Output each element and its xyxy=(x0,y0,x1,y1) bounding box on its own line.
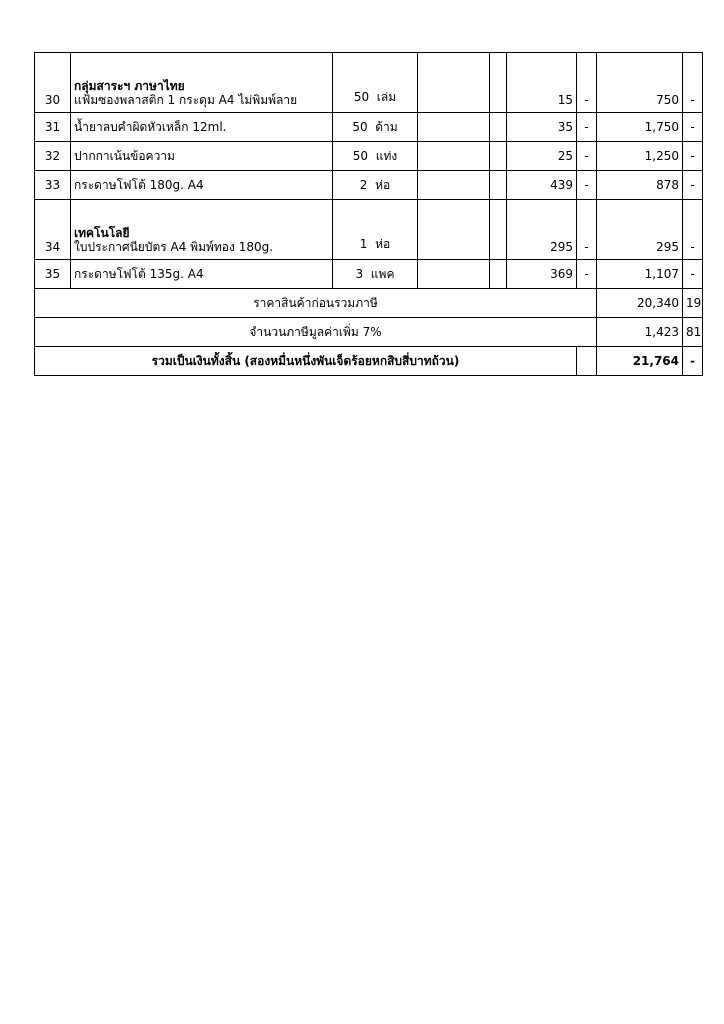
item-total: 295 xyxy=(597,200,683,260)
item-unit-price: 25 xyxy=(507,142,577,171)
item-name: ใบประกาศนียบัตร A4 พิมพ์ทอง 180g. xyxy=(74,240,274,254)
item-unit: ด้าม xyxy=(375,119,398,134)
blank-cell xyxy=(577,347,597,376)
blank-cell xyxy=(418,142,490,171)
group-heading: กลุ่มสาระฯ ภาษาไทย xyxy=(74,79,185,93)
item-total-satang: - xyxy=(683,171,703,200)
item-qty-unit xyxy=(333,200,418,260)
blank-cell xyxy=(418,260,490,289)
item-name: น้ำยาลบคำผิดหัวเหล็ก 12ml. xyxy=(71,113,333,142)
item-name: ปากกาเน้นข้อความ xyxy=(71,142,333,171)
vat-label: จำนวนภาษีมูลค่าเพิ่ม 7% xyxy=(35,318,597,347)
item-unit: เล่ม xyxy=(376,90,397,104)
item-no: 31 xyxy=(35,113,71,142)
item-unit-price-satang: - xyxy=(577,142,597,171)
item-qty: 50 xyxy=(352,148,369,163)
blank-cell xyxy=(490,260,507,289)
grand-total-baht: 21,764 xyxy=(597,347,683,376)
item-unit: ห่อ xyxy=(375,237,391,251)
item-name-cell xyxy=(71,200,333,260)
item-total: 750 xyxy=(597,53,683,113)
blank-cell xyxy=(490,200,507,260)
table-row xyxy=(35,53,703,113)
subtotal-satang: 19 xyxy=(683,289,703,318)
item-unit-price-satang: - xyxy=(577,171,597,200)
table-row xyxy=(35,113,703,142)
item-unit-price-satang: - xyxy=(577,200,597,260)
items-table xyxy=(34,52,703,376)
item-total: 878 xyxy=(597,171,683,200)
item-total-satang: - xyxy=(683,113,703,142)
item-no: 32 xyxy=(35,142,71,171)
table-row xyxy=(35,200,703,260)
vat-satang: 81 xyxy=(683,318,703,347)
item-unit: แท่ง xyxy=(375,148,398,163)
blank-cell xyxy=(490,142,507,171)
item-name-cell xyxy=(71,53,333,113)
item-no: 35 xyxy=(35,260,71,289)
item-qty-unit xyxy=(333,113,418,142)
blank-cell xyxy=(418,200,490,260)
item-qty-unit xyxy=(333,260,418,289)
item-total-satang: - xyxy=(683,53,703,113)
item-no: 33 xyxy=(35,171,71,200)
table-row xyxy=(35,142,703,171)
item-unit-price-satang: - xyxy=(577,53,597,113)
item-no: 30 xyxy=(35,53,71,113)
item-total: 1,750 xyxy=(597,113,683,142)
item-qty: 1 xyxy=(359,237,368,251)
item-unit-price: 15 xyxy=(507,53,577,113)
blank-cell xyxy=(490,113,507,142)
item-unit-price: 439 xyxy=(507,171,577,200)
table-row xyxy=(35,260,703,289)
item-total: 1,107 xyxy=(597,260,683,289)
item-unit: ห่อ xyxy=(375,177,391,192)
group-heading: เทคโนโลยี xyxy=(74,226,130,240)
subtotal-baht: 20,340 xyxy=(597,289,683,318)
item-qty-unit xyxy=(333,142,418,171)
item-qty: 3 xyxy=(355,266,364,281)
item-qty: 50 xyxy=(352,119,368,134)
item-unit-price: 369 xyxy=(507,260,577,289)
item-unit-price-satang: - xyxy=(577,260,597,289)
item-name: แฟ้มซองพลาสติก 1 กระดุม A4 ไม่พิมพ์ลาย xyxy=(74,93,298,107)
vat-row xyxy=(35,318,703,347)
item-total-satang: - xyxy=(683,142,703,171)
blank-cell xyxy=(490,53,507,113)
blank-cell xyxy=(418,53,490,113)
blank-cell xyxy=(418,113,490,142)
item-total: 1,250 xyxy=(597,142,683,171)
item-unit-price: 35 xyxy=(507,113,577,142)
item-qty-unit xyxy=(333,53,418,113)
blank-cell xyxy=(490,171,507,200)
item-qty: 50 xyxy=(353,90,370,104)
subtotal-row xyxy=(35,289,703,318)
item-no: 34 xyxy=(35,200,71,260)
blank-cell xyxy=(418,171,490,200)
subtotal-label: ราคาสินค้าก่อนรวมภาษี xyxy=(35,289,597,318)
item-total-satang: - xyxy=(683,200,703,260)
table-row xyxy=(35,171,703,200)
item-total-satang: - xyxy=(683,260,703,289)
item-unit: แพค xyxy=(370,266,395,281)
grand-total-row xyxy=(35,347,703,376)
item-name: กระดาษโฟโต้ 135g. A4 xyxy=(71,260,333,289)
item-unit-price: 295 xyxy=(507,200,577,260)
grand-total-satang: - xyxy=(683,347,703,376)
item-name: กระดาษโฟโต้ 180g. A4 xyxy=(71,171,333,200)
grand-total-label: รวมเป็นเงินทั้งสิ้น (สองหมื่นหนึ่งพันเจ็ดร้อยหกสิบสี่บาทถ้วน) xyxy=(35,347,577,376)
vat-baht: 1,423 xyxy=(597,318,683,347)
item-unit-price-satang: - xyxy=(577,113,597,142)
item-qty: 2 xyxy=(359,177,368,192)
item-qty-unit xyxy=(333,171,418,200)
